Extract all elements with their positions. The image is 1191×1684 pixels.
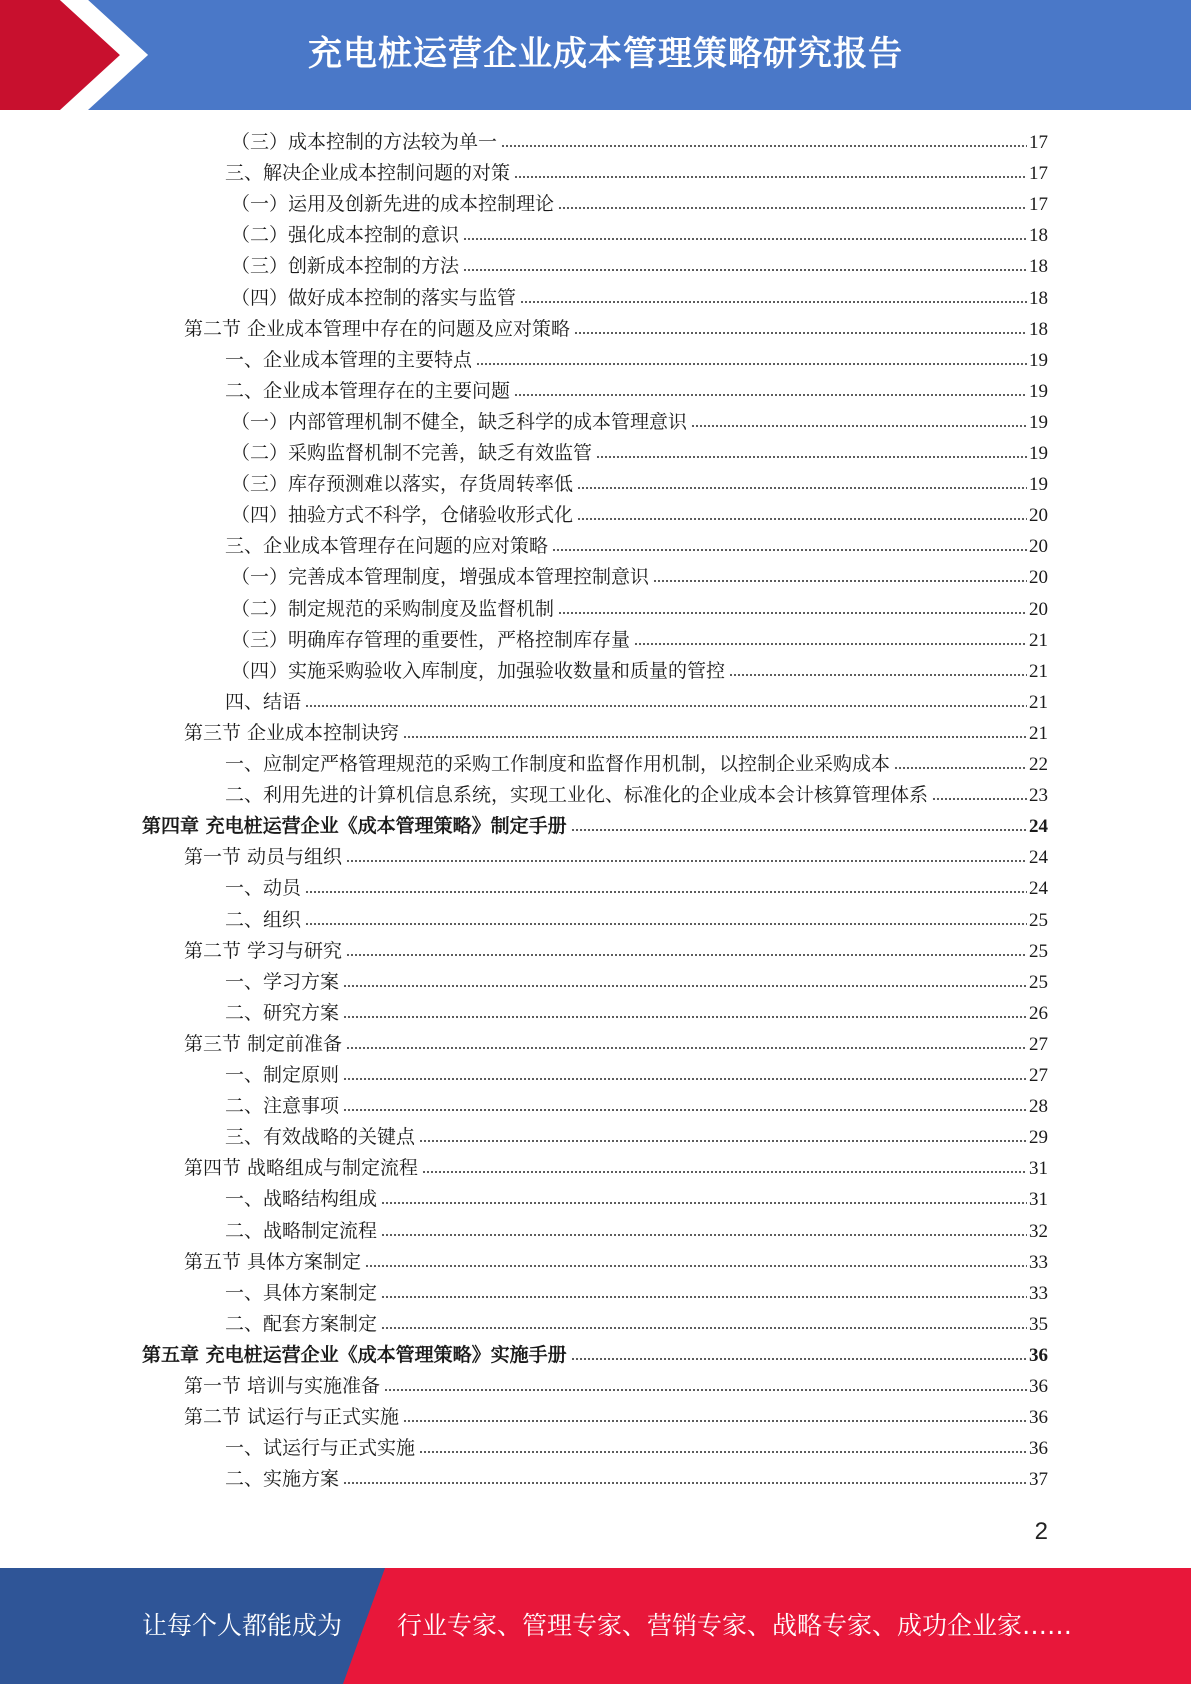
- toc-entry-label: 二、组织: [225, 908, 302, 931]
- toc-dot-leader: [381, 1296, 1027, 1298]
- toc-entry-label: 四、结语: [225, 690, 302, 713]
- toc-entry-page: 18: [1029, 287, 1048, 309]
- toc-dot-leader: [343, 1482, 1027, 1484]
- toc-section-entry[interactable]: [184, 1029, 1048, 1060]
- toc-subsection-entry[interactable]: [225, 1060, 1048, 1091]
- toc-entry-label: （三）库存预测难以落实，存货周转率低: [231, 473, 574, 496]
- toc-subsection-entry[interactable]: [225, 1216, 1048, 1247]
- toc-entry-page: 27: [1029, 1033, 1048, 1055]
- toc-subsection-entry[interactable]: [231, 283, 1048, 314]
- toc-entry-page: 24: [1029, 816, 1048, 838]
- toc-dot-leader: [476, 363, 1027, 365]
- toc-subsection-entry[interactable]: [231, 625, 1048, 656]
- page-header: [0, 0, 1191, 110]
- toc-entry-label: 二、企业成本管理存在的主要问题: [225, 379, 511, 402]
- toc-entry-label: （一）完善成本管理制度，增强成本管理控制意识: [231, 566, 650, 589]
- toc-entry-label: 二、实施方案: [225, 1468, 340, 1491]
- toc-entry-page: 25: [1029, 971, 1048, 993]
- toc-entry-label: 三、有效战略的关键点: [225, 1126, 416, 1149]
- toc-dot-leader: [596, 456, 1027, 458]
- toc-entry-page: 35: [1029, 1313, 1048, 1335]
- toc-dot-leader: [403, 1420, 1027, 1422]
- toc-subsection-entry[interactable]: [225, 158, 1048, 189]
- toc-entry-page: 19: [1029, 380, 1048, 402]
- toc-entry-page: 33: [1029, 1251, 1048, 1273]
- toc-entry-page: 21: [1029, 691, 1048, 713]
- toc-dot-leader: [381, 1234, 1027, 1236]
- toc-dot-leader: [346, 860, 1027, 862]
- toc-entry-label: 一、学习方案: [225, 970, 340, 993]
- toc-entry-page: 19: [1029, 349, 1048, 371]
- toc-entry-label: 第三节 制定前准备: [184, 1032, 343, 1055]
- toc-entry-label: 三、解决企业成本控制问题的对策: [225, 162, 511, 185]
- toc-subsection-entry[interactable]: [231, 500, 1048, 531]
- toc-subsection-entry[interactable]: [231, 251, 1048, 282]
- toc-entry-label: 三、企业成本管理存在问题的应对策略: [225, 535, 549, 558]
- toc-section-entry[interactable]: [184, 1153, 1048, 1184]
- toc-dot-leader: [343, 1016, 1027, 1018]
- toc-subsection-entry[interactable]: [225, 1309, 1048, 1340]
- toc-entry-page: 18: [1029, 225, 1048, 247]
- toc-subsection-entry[interactable]: [225, 998, 1048, 1029]
- toc-dot-leader: [343, 1078, 1027, 1080]
- toc-entry-page: 18: [1029, 318, 1048, 340]
- toc-entry-label: （三）明确库存管理的重要性，严格控制库存量: [231, 628, 631, 651]
- toc-entry-label: 第四章 充电桩运营企业《成本管理策略》制定手册: [142, 815, 567, 838]
- toc-entry-label: 二、配套方案制定: [225, 1312, 378, 1335]
- toc-entry-page: 31: [1029, 1158, 1048, 1180]
- toc-entry-page: 21: [1029, 629, 1048, 651]
- toc-entry-label: 第四节 战略组成与制定流程: [184, 1157, 419, 1180]
- toc-dot-leader: [574, 332, 1027, 334]
- toc-dot-leader: [552, 549, 1027, 551]
- toc-dot-leader: [558, 612, 1027, 614]
- toc-entry-page: 19: [1029, 411, 1048, 433]
- toc-dot-leader: [691, 425, 1027, 427]
- toc-entry-page: 36: [1029, 1438, 1048, 1460]
- toc-entry-label: （四）实施采购验收入库制度，加强验收数量和质量的管控: [231, 659, 726, 682]
- toc-entry-page: 36: [1029, 1344, 1048, 1366]
- toc-entry-label: 第二节 试运行与正式实施: [184, 1406, 400, 1429]
- toc-entry-label: （二）制定规范的采购制度及监督机制: [231, 597, 555, 620]
- toc-dot-leader: [729, 674, 1027, 676]
- toc-entry-page: 17: [1029, 163, 1048, 185]
- toc-entry-page: 23: [1029, 785, 1048, 807]
- toc-entry-page: 24: [1029, 878, 1048, 900]
- toc-subsection-entry[interactable]: [231, 220, 1048, 251]
- toc-section-entry[interactable]: [184, 718, 1048, 749]
- toc-entry-page: 20: [1029, 536, 1048, 558]
- toc-dot-leader: [381, 1202, 1027, 1204]
- toc-entry-page: 17: [1029, 194, 1048, 216]
- toc-subsection-entry[interactable]: [225, 1184, 1048, 1215]
- toc-subsection-entry[interactable]: [225, 1122, 1048, 1153]
- toc-dot-leader: [932, 798, 1027, 800]
- toc-entry-page: 29: [1029, 1127, 1048, 1149]
- toc-entry-page: 31: [1029, 1189, 1048, 1211]
- toc-entry-page: 32: [1029, 1220, 1048, 1242]
- toc-dot-leader: [384, 1389, 1027, 1391]
- toc-chapter-entry[interactable]: [142, 811, 1048, 842]
- toc-section-entry[interactable]: [184, 936, 1048, 967]
- toc-entry-page: 27: [1029, 1065, 1048, 1086]
- toc-dot-leader: [514, 176, 1027, 178]
- toc-dot-leader: [514, 394, 1027, 396]
- toc-dot-leader: [381, 1327, 1027, 1329]
- toc-dot-leader: [305, 705, 1027, 707]
- toc-entry-label: 第二节 学习与研究: [184, 939, 343, 962]
- toc-entry-page: 20: [1029, 505, 1048, 527]
- toc-entry-page: 33: [1029, 1282, 1048, 1304]
- toc-subsection-entry[interactable]: [231, 469, 1048, 500]
- toc-subsection-entry[interactable]: [231, 407, 1048, 438]
- toc-subsection-entry[interactable]: [231, 594, 1048, 625]
- page-footer: [0, 1568, 1191, 1684]
- toc-entry-label: （三）成本控制的方法较为单一: [231, 131, 498, 153]
- toc-entry-label: 第五章 充电桩运营企业《成本管理策略》实施手册: [142, 1343, 567, 1366]
- toc-entry-page: 28: [1029, 1096, 1048, 1118]
- toc-entry-label: 二、注意事项: [225, 1095, 340, 1118]
- toc-entry-label: 一、战略结构组成: [225, 1188, 378, 1211]
- toc-subsection-entry[interactable]: [225, 780, 1048, 811]
- toc-entry-label: 二、利用先进的计算机信息系统，实现工业化、标准化的企业成本会计核算管理体系: [225, 784, 929, 807]
- toc-entry-label: 一、企业成本管理的主要特点: [225, 348, 473, 371]
- toc-entry-label: 一、试运行与正式实施: [225, 1437, 416, 1460]
- toc-dot-leader: [343, 985, 1027, 987]
- toc-dot-leader: [422, 1171, 1027, 1173]
- page-number: 2: [1034, 1518, 1048, 1545]
- toc-section-entry[interactable]: [184, 1402, 1048, 1433]
- footer-slogan-left: 让每个人都能成为: [142, 1611, 343, 1640]
- toc-entry-label: 一、制定原则: [225, 1064, 340, 1086]
- toc-dot-leader: [558, 207, 1027, 209]
- toc-section-entry[interactable]: [184, 1371, 1048, 1402]
- toc-dot-leader: [571, 1358, 1027, 1360]
- toc-subsection-entry[interactable]: [225, 967, 1048, 998]
- toc-entry-label: 第二节 企业成本管理中存在的问题及应对策略: [184, 317, 571, 340]
- toc-subsection-entry[interactable]: [231, 438, 1048, 469]
- toc-entry-page: 24: [1029, 847, 1048, 869]
- toc-entry-page: 26: [1029, 1002, 1048, 1024]
- toc-entry-label: 第五节 具体方案制定: [184, 1250, 362, 1273]
- toc-entry-label: （四）抽验方式不科学，仓储验收形式化: [231, 504, 574, 527]
- toc-subsection-entry[interactable]: [225, 873, 1048, 904]
- toc-dot-leader: [653, 580, 1027, 582]
- toc-dot-leader: [577, 487, 1027, 489]
- toc-entry-label: （一）运用及创新先进的成本控制理论: [231, 193, 555, 216]
- toc-entry-page: 20: [1029, 598, 1048, 620]
- toc-dot-leader: [403, 736, 1027, 738]
- toc-entry-page: 36: [1029, 1407, 1048, 1429]
- toc-entry-page: 19: [1029, 474, 1048, 496]
- toc-entry-label: 二、研究方案: [225, 1001, 340, 1024]
- toc-subsection-entry[interactable]: [231, 189, 1048, 220]
- toc-dot-leader: [343, 1109, 1027, 1111]
- toc-subsection-entry[interactable]: [225, 749, 1048, 780]
- toc-section-entry[interactable]: [184, 314, 1048, 345]
- toc-dot-leader: [419, 1451, 1027, 1453]
- toc-entry-label: 第三节 企业成本控制诀窍: [184, 721, 400, 744]
- toc-entry-page: 19: [1029, 443, 1048, 464]
- toc-dot-leader: [305, 891, 1027, 893]
- toc-dot-leader: [419, 1140, 1027, 1142]
- toc-entry-page: 25: [1029, 940, 1048, 962]
- toc-entry-label: 第一节 培训与实施准备: [184, 1375, 381, 1397]
- toc-subsection-entry[interactable]: [231, 562, 1048, 593]
- footer-slogan-right: 行业专家、管理专家、营销专家、战略专家、成功企业家……: [397, 1611, 1073, 1640]
- toc-dot-leader: [346, 1047, 1027, 1049]
- toc-section-entry[interactable]: [184, 842, 1048, 873]
- toc-entry-page: 36: [1029, 1376, 1048, 1397]
- toc-chapter-entry[interactable]: [142, 1340, 1048, 1371]
- toc-dot-leader: [346, 954, 1027, 956]
- toc-entry-page: 21: [1029, 722, 1048, 744]
- toc-subsection-entry[interactable]: [231, 127, 1048, 158]
- toc-subsection-entry[interactable]: [225, 905, 1048, 936]
- toc-entry-page: 22: [1029, 754, 1048, 775]
- toc-dot-leader: [894, 767, 1027, 769]
- toc-section-entry[interactable]: [184, 1247, 1048, 1278]
- toc-entry-label: 第一节 动员与组织: [184, 846, 343, 869]
- toc-dot-leader: [520, 301, 1027, 303]
- toc-entry-page: 25: [1029, 909, 1048, 931]
- toc-entry-label: （三）创新成本控制的方法: [231, 255, 460, 278]
- toc-entry-page: 21: [1029, 660, 1048, 682]
- toc-entry-label: 二、战略制定流程: [225, 1219, 378, 1242]
- toc-subsection-entry[interactable]: [225, 531, 1048, 562]
- toc-entry-label: 一、具体方案制定: [225, 1281, 378, 1304]
- toc-entry-label: 一、应制定严格管理规范的采购工作制度和监督作用机制，以控制企业采购成本: [225, 753, 891, 775]
- toc-subsection-entry[interactable]: [225, 1091, 1048, 1122]
- toc-subsection-entry[interactable]: [225, 345, 1048, 376]
- toc-dot-leader: [571, 829, 1027, 831]
- toc-entry-label: （二）强化成本控制的意识: [231, 224, 460, 247]
- toc-dot-leader: [463, 238, 1027, 240]
- toc-entry-page: 18: [1029, 256, 1048, 278]
- toc-dot-leader: [463, 269, 1027, 271]
- toc-entry-label: （二）采购监督机制不完善，缺乏有效监管: [231, 442, 593, 464]
- toc-entry-label: （四）做好成本控制的落实与监管: [231, 286, 517, 309]
- toc-dot-leader: [577, 518, 1027, 520]
- report-title: 充电桩运营企业成本管理策略研究报告: [308, 34, 903, 74]
- toc-entry-label: （一）内部管理机制不健全，缺乏科学的成本管理意识: [231, 410, 688, 433]
- toc-subsection-entry[interactable]: [225, 376, 1048, 407]
- toc-dot-leader: [634, 643, 1027, 645]
- toc-dot-leader: [501, 145, 1027, 147]
- toc-dot-leader: [365, 1265, 1027, 1267]
- toc-subsection-entry[interactable]: [225, 1464, 1048, 1495]
- toc-entry-page: 37: [1029, 1469, 1048, 1491]
- toc-subsection-entry[interactable]: [225, 1278, 1048, 1309]
- toc-subsection-entry[interactable]: [225, 687, 1048, 718]
- toc-entry-label: 一、动员: [225, 877, 302, 900]
- toc-entry-page: 17: [1029, 132, 1048, 153]
- toc-dot-leader: [305, 923, 1027, 925]
- toc-subsection-entry[interactable]: [225, 1433, 1048, 1464]
- toc-subsection-entry[interactable]: [231, 656, 1048, 687]
- toc-entry-page: 20: [1029, 567, 1048, 589]
